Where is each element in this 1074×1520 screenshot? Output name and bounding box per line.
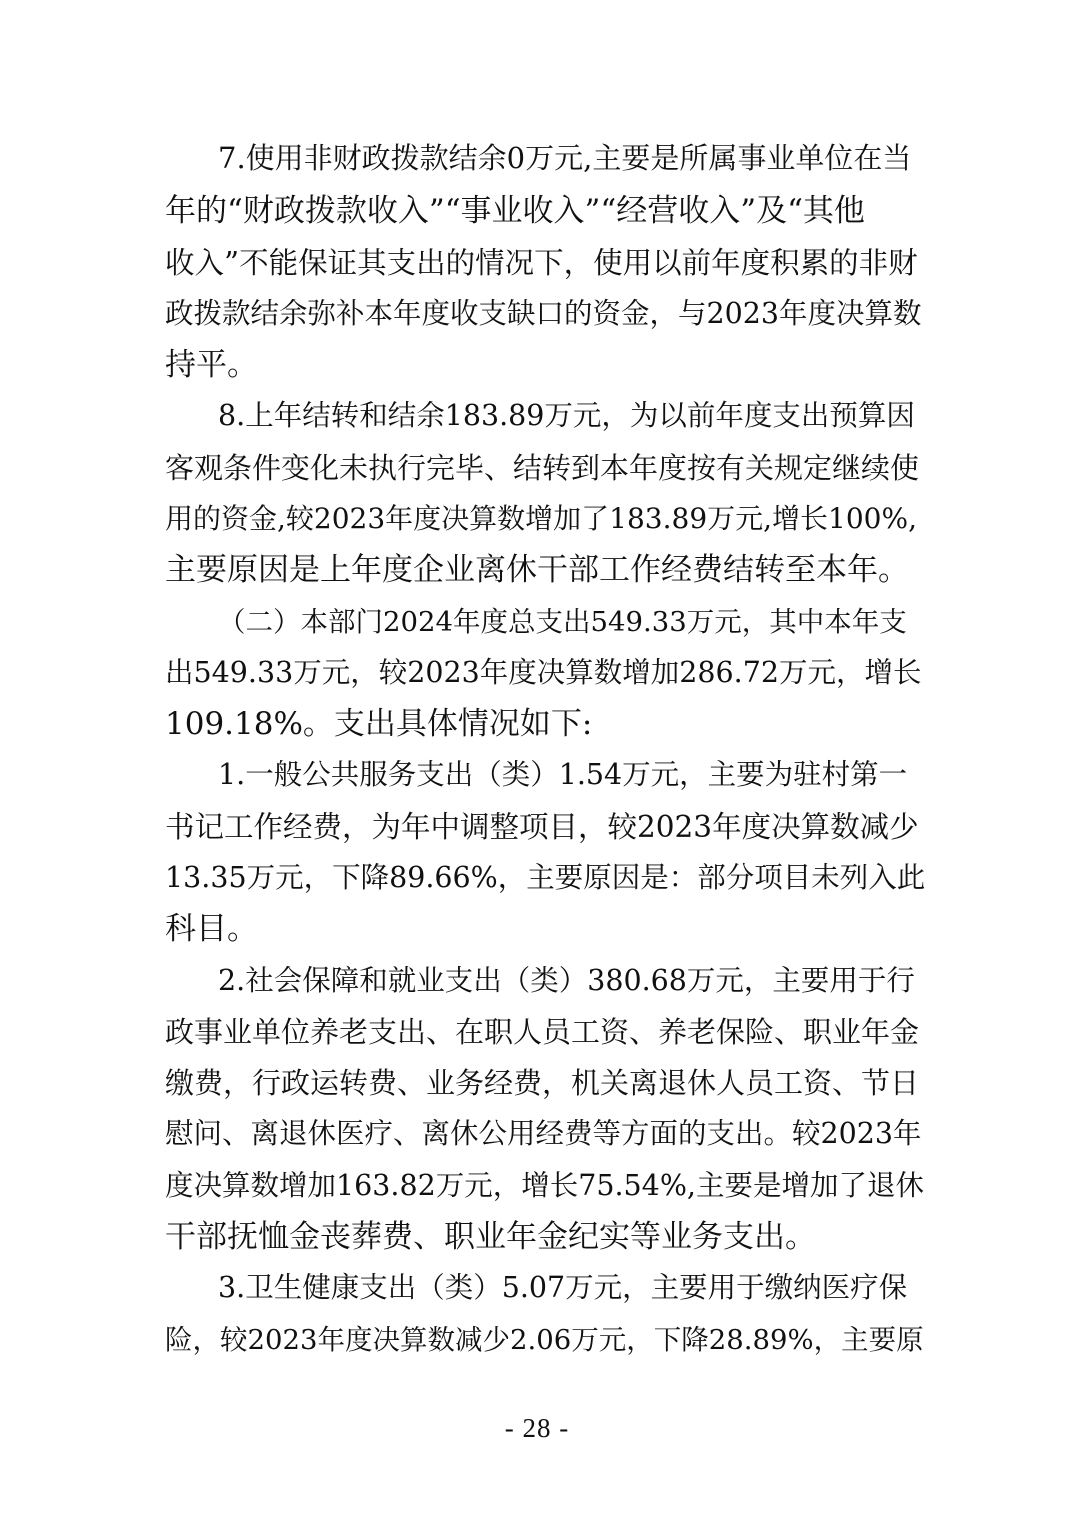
item-2-line-1: 2.社会保障和就业支出（类）380.68万元，主要用于行	[218, 964, 915, 997]
item-2-line-6: 干部抚恤金丧葬费、职业年金纪实等业务支出。	[165, 1219, 816, 1255]
paragraph-7-line-3: 收入”不能保证其支出的情况下，使用以前年度积累的非财	[165, 246, 918, 280]
item-2-line-5: 度决算数增加163.82万元，增长75.54%,主要是增加了退休	[165, 1169, 924, 1202]
item-2-line-3: 缴费，行政运转费、业务经费，机关离退休人员工资、节日	[165, 1066, 920, 1100]
item-1-line-3: 13.35万元，下降89.66%，主要原因是：部分项目未列入此	[165, 861, 925, 894]
paragraph-8-line-4: 主要原因是上年度企业离休干部工作经费结转至本年。	[165, 552, 909, 588]
paragraph-7-line-1: 7.使用非财政拨款结余0万元,主要是所属事业单位在当	[218, 141, 912, 175]
item-1-line-4: 科目。	[165, 911, 258, 947]
item-3-line-1: 3.卫生健康支出（类）5.07万元，主要用于缴纳医疗保	[218, 1271, 908, 1304]
section-two-line-1: （二）本部门2024年度总支出549.33万元，其中本年支	[218, 606, 907, 638]
item-1-line-1: 1.一般公共服务支出（类）1.54万元，主要为驻村第一	[218, 758, 908, 791]
item-2-line-2: 政事业单位养老支出、在职人员工资、养老保险、职业年金	[165, 1015, 920, 1049]
page-number: - 28 -	[504, 1413, 570, 1443]
paragraph-8-line-1: 8.上年结转和结余183.89万元，为以前年度支出预算因	[218, 399, 915, 432]
paragraph-7-line-2: 年的“财政拨款收入”“事业收入”“经营收入”及“其他	[165, 193, 865, 229]
section-two-line-3: 109.18%。支出具体情况如下:	[165, 706, 593, 742]
paragraph-7-line-4: 政拨款结余弥补本年度收支缺口的资金，与2023年度决算数	[165, 297, 922, 330]
item-1-line-2: 书记工作经费，为年中调整项目，较2023年度决算数减少	[165, 810, 919, 844]
paragraph-7-line-5: 持平。	[165, 347, 258, 383]
paragraph-8-line-3: 用的资金,较2023年度决算数增加了183.89万元,增长100%,	[165, 502, 917, 535]
item-2-line-4: 慰问、离退休医疗、离休公用经费等方面的支出。较2023年	[165, 1117, 922, 1150]
paragraph-8-line-2: 客观条件变化未执行完毕、结转到本年度按有关规定继续使	[165, 451, 920, 485]
section-two-line-2: 出549.33万元，较2023年度决算数增加286.72万元，增长	[165, 656, 922, 689]
item-3-line-2: 险，较2023年度决算数减少2.06万元，下降28.89%，主要原	[165, 1324, 924, 1356]
